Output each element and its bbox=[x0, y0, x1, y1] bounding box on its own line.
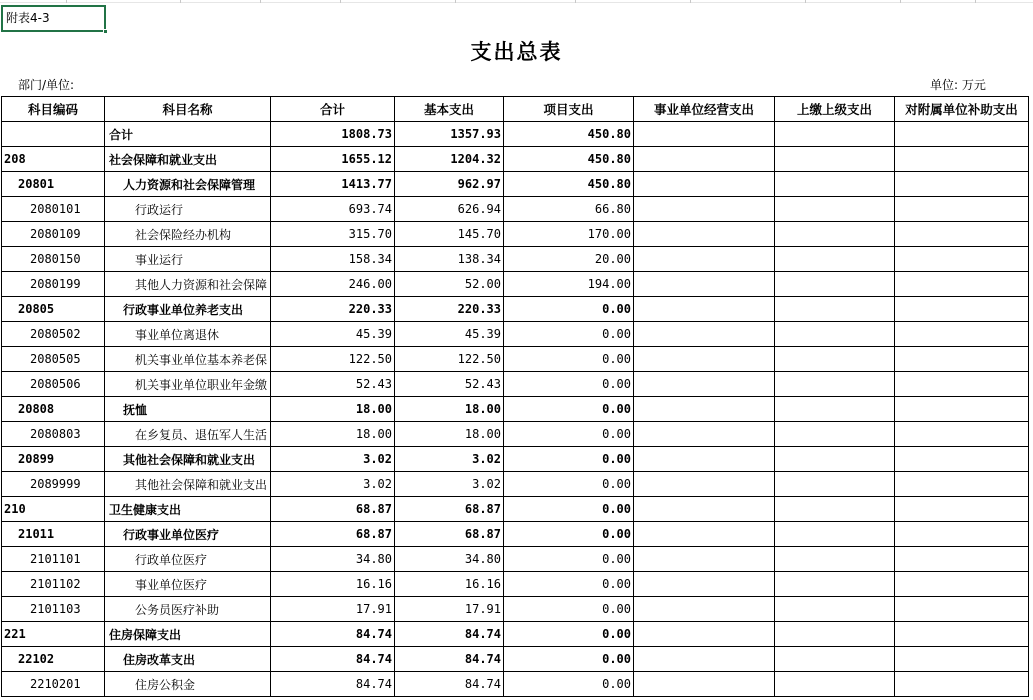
cell-remit-superior[interactable] bbox=[775, 647, 895, 672]
cell-basic-expenditure[interactable]: 3.02 bbox=[395, 447, 504, 472]
column-header-strip bbox=[0, 0, 1033, 3]
cell-project-expenditure[interactable]: 0.00 bbox=[504, 397, 634, 422]
cell-subject-name[interactable]: 其他社会保障和就业支出 bbox=[105, 472, 271, 497]
cell-remit-superior[interactable] bbox=[775, 372, 895, 397]
cell-project-expenditure[interactable]: 0.00 bbox=[504, 597, 634, 622]
cell-basic-expenditure[interactable]: 34.80 bbox=[395, 547, 504, 572]
cell-subject-code[interactable]: 221 bbox=[2, 622, 105, 647]
header-basic-expenditure[interactable]: 基本支出 bbox=[395, 97, 504, 122]
cell-subsidy-affiliates[interactable] bbox=[895, 572, 1029, 597]
cell-subject-code[interactable]: 20808 bbox=[2, 397, 105, 422]
cell-subsidy-affiliates[interactable] bbox=[895, 172, 1029, 197]
cell-project-expenditure[interactable]: 0.00 bbox=[504, 672, 634, 697]
cell-remit-superior[interactable] bbox=[775, 447, 895, 472]
cell-subject-name[interactable]: 事业运行 bbox=[105, 247, 271, 272]
cell-subject-code[interactable]: 2080803 bbox=[2, 422, 105, 447]
cell-total[interactable]: 315.70 bbox=[271, 222, 395, 247]
page-title: 支出总表 bbox=[470, 40, 563, 64]
cell-remit-superior[interactable] bbox=[775, 572, 895, 597]
cell-subject-code[interactable]: 208 bbox=[2, 147, 105, 172]
cell-subject-code[interactable]: 210 bbox=[2, 497, 105, 522]
cell-subsidy-affiliates[interactable] bbox=[895, 147, 1029, 172]
table-row bbox=[2, 272, 1029, 297]
cell-subject-name[interactable]: 住房保障支出 bbox=[105, 622, 271, 647]
cell-subject-name[interactable]: 在乡复员、退伍军人生活 bbox=[105, 422, 271, 447]
cell-business-expenditure[interactable] bbox=[634, 197, 775, 222]
cell-subject-name[interactable]: 其他社会保障和就业支出 bbox=[105, 447, 271, 472]
cell-project-expenditure[interactable]: 0.00 bbox=[504, 547, 634, 572]
cell-total[interactable]: 1655.12 bbox=[271, 147, 395, 172]
cell-subject-name[interactable]: 行政事业单位养老支出 bbox=[105, 297, 271, 322]
expenditure-table bbox=[1, 96, 1029, 697]
cell-project-expenditure[interactable]: 0.00 bbox=[504, 622, 634, 647]
cell-basic-expenditure[interactable]: 52.43 bbox=[395, 372, 504, 397]
cell-subsidy-affiliates[interactable] bbox=[895, 447, 1029, 472]
cell-subsidy-affiliates[interactable] bbox=[895, 297, 1029, 322]
cell-total[interactable]: 84.74 bbox=[271, 647, 395, 672]
cell-subject-code[interactable]: 20801 bbox=[2, 172, 105, 197]
cell-basic-expenditure[interactable]: 84.74 bbox=[395, 622, 504, 647]
cell-total[interactable]: 45.39 bbox=[271, 322, 395, 347]
cell-remit-superior[interactable] bbox=[775, 247, 895, 272]
cell-remit-superior[interactable] bbox=[775, 147, 895, 172]
table-row bbox=[2, 522, 1029, 547]
cell-project-expenditure[interactable]: 0.00 bbox=[504, 447, 634, 472]
cell-basic-expenditure[interactable]: 3.02 bbox=[395, 472, 504, 497]
table-row bbox=[2, 672, 1029, 697]
cell-basic-expenditure[interactable]: 18.00 bbox=[395, 422, 504, 447]
cell-subject-code[interactable]: 2080101 bbox=[2, 197, 105, 222]
table-row bbox=[2, 622, 1029, 647]
cell-total[interactable]: 220.33 bbox=[271, 297, 395, 322]
header-row bbox=[2, 97, 1029, 122]
cell-subsidy-affiliates[interactable] bbox=[895, 597, 1029, 622]
cell-subject-name[interactable]: 机关事业单位职业年金缴 bbox=[105, 372, 271, 397]
cell-basic-expenditure[interactable]: 84.74 bbox=[395, 672, 504, 697]
cell-subsidy-affiliates[interactable] bbox=[895, 472, 1029, 497]
cell-remit-superior[interactable] bbox=[775, 397, 895, 422]
cell-basic-expenditure[interactable]: 17.91 bbox=[395, 597, 504, 622]
cell-subsidy-affiliates[interactable] bbox=[895, 397, 1029, 422]
cell-subject-name[interactable]: 事业单位医疗 bbox=[105, 572, 271, 597]
cell-basic-expenditure[interactable]: 962.97 bbox=[395, 172, 504, 197]
cell-business-expenditure[interactable] bbox=[634, 272, 775, 297]
cell-basic-expenditure[interactable]: 145.70 bbox=[395, 222, 504, 247]
cell-basic-expenditure[interactable]: 626.94 bbox=[395, 197, 504, 222]
cell-remit-superior[interactable] bbox=[775, 472, 895, 497]
table-row bbox=[2, 597, 1029, 622]
cell-subject-name[interactable]: 机关事业单位基本养老保 bbox=[105, 347, 271, 372]
cell-project-expenditure[interactable]: 0.00 bbox=[504, 497, 634, 522]
cell-business-expenditure[interactable] bbox=[634, 572, 775, 597]
cell-business-expenditure[interactable] bbox=[634, 422, 775, 447]
cell-project-expenditure[interactable]: 450.80 bbox=[504, 172, 634, 197]
cell-subject-name[interactable]: 抚恤 bbox=[105, 397, 271, 422]
cell-subject-code[interactable]: 22102 bbox=[2, 647, 105, 672]
cell-subject-code[interactable]: 2080109 bbox=[2, 222, 105, 247]
cell-remit-superior[interactable] bbox=[775, 197, 895, 222]
cell-subsidy-affiliates[interactable] bbox=[895, 647, 1029, 672]
table-row bbox=[2, 197, 1029, 222]
cell-subsidy-affiliates[interactable] bbox=[895, 222, 1029, 247]
cell-business-expenditure[interactable] bbox=[634, 672, 775, 697]
table-row bbox=[2, 247, 1029, 272]
cell-project-expenditure[interactable]: 0.00 bbox=[504, 472, 634, 497]
cell-subject-code[interactable]: 2080502 bbox=[2, 322, 105, 347]
cell-a1-text: 附表4-3 bbox=[6, 11, 50, 25]
cell-subject-name[interactable]: 卫生健康支出 bbox=[105, 497, 271, 522]
table-row bbox=[2, 347, 1029, 372]
table-row bbox=[2, 422, 1029, 447]
table-row bbox=[2, 572, 1029, 597]
cell-project-expenditure[interactable]: 0.00 bbox=[504, 322, 634, 347]
cell-basic-expenditure[interactable]: 84.74 bbox=[395, 647, 504, 672]
table-row bbox=[2, 122, 1029, 147]
cell-subsidy-affiliates[interactable] bbox=[895, 197, 1029, 222]
cell-subject-code[interactable]: 2101101 bbox=[2, 547, 105, 572]
cell-subject-code[interactable]: 2080150 bbox=[2, 247, 105, 272]
cell-subsidy-affiliates[interactable] bbox=[895, 522, 1029, 547]
cell-project-expenditure[interactable]: 0.00 bbox=[504, 647, 634, 672]
header-business-expenditure[interactable]: 事业单位经营支出 bbox=[634, 97, 775, 122]
cell-total[interactable]: 17.91 bbox=[271, 597, 395, 622]
cell-subsidy-affiliates[interactable] bbox=[895, 547, 1029, 572]
cell-subject-code[interactable]: 2210201 bbox=[2, 672, 105, 697]
cell-subject-code[interactable]: 2089999 bbox=[2, 472, 105, 497]
cell-subsidy-affiliates[interactable] bbox=[895, 247, 1029, 272]
cell-subject-code[interactable]: 2101102 bbox=[2, 572, 105, 597]
cell-business-expenditure[interactable] bbox=[634, 547, 775, 572]
cell-subject-name[interactable]: 住房公积金 bbox=[105, 672, 271, 697]
header-subject-name[interactable]: 科目名称 bbox=[105, 97, 271, 122]
cell-basic-expenditure[interactable]: 122.50 bbox=[395, 347, 504, 372]
cell-remit-superior[interactable] bbox=[775, 347, 895, 372]
cell-project-expenditure[interactable]: 0.00 bbox=[504, 572, 634, 597]
cell-subsidy-affiliates[interactable] bbox=[895, 272, 1029, 297]
cell-business-expenditure[interactable] bbox=[634, 647, 775, 672]
department-label: 部门/单位: bbox=[18, 78, 75, 92]
cell-basic-expenditure[interactable]: 1357.93 bbox=[395, 122, 504, 147]
cell-total[interactable]: 693.74 bbox=[271, 197, 395, 222]
cell-project-expenditure[interactable]: 0.00 bbox=[504, 347, 634, 372]
cell-remit-superior[interactable] bbox=[775, 597, 895, 622]
selected-cell-a1[interactable] bbox=[1, 5, 106, 32]
cell-business-expenditure[interactable] bbox=[634, 497, 775, 522]
cell-subsidy-affiliates[interactable] bbox=[895, 372, 1029, 397]
table-row bbox=[2, 472, 1029, 497]
cell-remit-superior[interactable] bbox=[775, 672, 895, 697]
cell-subsidy-affiliates[interactable] bbox=[895, 497, 1029, 522]
table-row bbox=[2, 222, 1029, 247]
table-row bbox=[2, 497, 1029, 522]
cell-business-expenditure[interactable] bbox=[634, 372, 775, 397]
table-row bbox=[2, 322, 1029, 347]
cell-basic-expenditure[interactable]: 18.00 bbox=[395, 397, 504, 422]
header-remit-superior[interactable]: 上缴上级支出 bbox=[775, 97, 895, 122]
cell-remit-superior[interactable] bbox=[775, 222, 895, 247]
cell-business-expenditure[interactable] bbox=[634, 447, 775, 472]
cell-subject-name[interactable]: 其他人力资源和社会保障 bbox=[105, 272, 271, 297]
cell-project-expenditure[interactable]: 450.80 bbox=[504, 122, 634, 147]
cell-project-expenditure[interactable]: 20.00 bbox=[504, 247, 634, 272]
table-row bbox=[2, 447, 1029, 472]
cell-project-expenditure[interactable]: 450.80 bbox=[504, 147, 634, 172]
cell-basic-expenditure[interactable]: 1204.32 bbox=[395, 147, 504, 172]
cell-basic-expenditure[interactable]: 68.87 bbox=[395, 522, 504, 547]
cell-business-expenditure[interactable] bbox=[634, 297, 775, 322]
cell-business-expenditure[interactable] bbox=[634, 247, 775, 272]
table-row bbox=[2, 547, 1029, 572]
cell-total[interactable]: 18.00 bbox=[271, 397, 395, 422]
cell-project-expenditure[interactable]: 0.00 bbox=[504, 297, 634, 322]
cell-subsidy-affiliates[interactable] bbox=[895, 122, 1029, 147]
cell-total[interactable]: 122.50 bbox=[271, 347, 395, 372]
cell-business-expenditure[interactable] bbox=[634, 347, 775, 372]
cell-subject-code[interactable]: 20899 bbox=[2, 447, 105, 472]
cell-total[interactable]: 68.87 bbox=[271, 522, 395, 547]
cell-business-expenditure[interactable] bbox=[634, 597, 775, 622]
cell-remit-superior[interactable] bbox=[775, 122, 895, 147]
cell-subsidy-affiliates[interactable] bbox=[895, 347, 1029, 372]
cell-total[interactable]: 84.74 bbox=[271, 672, 395, 697]
cell-total[interactable]: 18.00 bbox=[271, 422, 395, 447]
table-row bbox=[2, 172, 1029, 197]
unit-label: 单位: 万元 bbox=[930, 78, 986, 92]
cell-remit-superior[interactable] bbox=[775, 522, 895, 547]
cell-remit-superior[interactable] bbox=[775, 297, 895, 322]
cell-subject-code[interactable]: 21011 bbox=[2, 522, 105, 547]
cell-business-expenditure[interactable] bbox=[634, 397, 775, 422]
cell-subject-name[interactable]: 行政事业单位医疗 bbox=[105, 522, 271, 547]
cell-project-expenditure[interactable]: 66.80 bbox=[504, 197, 634, 222]
cell-basic-expenditure[interactable]: 45.39 bbox=[395, 322, 504, 347]
cell-subject-name[interactable]: 行政单位医疗 bbox=[105, 547, 271, 572]
table-row bbox=[2, 147, 1029, 172]
cell-subject-code[interactable]: 2101103 bbox=[2, 597, 105, 622]
cell-subject-name[interactable]: 公务员医疗补助 bbox=[105, 597, 271, 622]
cell-business-expenditure[interactable] bbox=[634, 147, 775, 172]
cell-total[interactable]: 16.16 bbox=[271, 572, 395, 597]
header-project-expenditure[interactable]: 项目支出 bbox=[504, 97, 634, 122]
cell-subject-code[interactable]: 2080505 bbox=[2, 347, 105, 372]
cell-remit-superior[interactable] bbox=[775, 547, 895, 572]
cell-business-expenditure[interactable] bbox=[634, 122, 775, 147]
cell-project-expenditure[interactable]: 0.00 bbox=[504, 422, 634, 447]
cell-total[interactable]: 246.00 bbox=[271, 272, 395, 297]
cell-total[interactable]: 84.74 bbox=[271, 622, 395, 647]
cell-total[interactable]: 3.02 bbox=[271, 472, 395, 497]
header-total[interactable]: 合计 bbox=[271, 97, 395, 122]
cell-project-expenditure[interactable]: 170.00 bbox=[504, 222, 634, 247]
cell-remit-superior[interactable] bbox=[775, 322, 895, 347]
cell-subsidy-affiliates[interactable] bbox=[895, 322, 1029, 347]
cell-total[interactable]: 1808.73 bbox=[271, 122, 395, 147]
cell-total[interactable]: 1413.77 bbox=[271, 172, 395, 197]
cell-remit-superior[interactable] bbox=[775, 272, 895, 297]
cell-project-expenditure[interactable]: 194.00 bbox=[504, 272, 634, 297]
cell-subject-code[interactable]: 20805 bbox=[2, 297, 105, 322]
cell-subsidy-affiliates[interactable] bbox=[895, 672, 1029, 697]
table-row bbox=[2, 397, 1029, 422]
cell-subject-code[interactable]: 2080199 bbox=[2, 272, 105, 297]
cell-total[interactable]: 34.80 bbox=[271, 547, 395, 572]
cell-subject-name[interactable]: 住房改革支出 bbox=[105, 647, 271, 672]
cell-business-expenditure[interactable] bbox=[634, 622, 775, 647]
cell-basic-expenditure[interactable]: 16.16 bbox=[395, 572, 504, 597]
table-row bbox=[2, 372, 1029, 397]
header-subject-code[interactable]: 科目编码 bbox=[2, 97, 105, 122]
cell-subject-name[interactable]: 事业单位离退休 bbox=[105, 322, 271, 347]
cell-remit-superior[interactable] bbox=[775, 622, 895, 647]
cell-subsidy-affiliates[interactable] bbox=[895, 622, 1029, 647]
cell-total[interactable]: 3.02 bbox=[271, 447, 395, 472]
cell-business-expenditure[interactable] bbox=[634, 172, 775, 197]
cell-subject-name[interactable]: 社会保障和就业支出 bbox=[105, 147, 271, 172]
cell-subject-name[interactable]: 社会保险经办机构 bbox=[105, 222, 271, 247]
fill-handle[interactable] bbox=[103, 29, 108, 34]
cell-business-expenditure[interactable] bbox=[634, 322, 775, 347]
cell-total[interactable]: 52.43 bbox=[271, 372, 395, 397]
table-row bbox=[2, 647, 1029, 672]
header-subsidy-affiliates[interactable]: 对附属单位补助支出 bbox=[895, 97, 1029, 122]
cell-remit-superior[interactable] bbox=[775, 422, 895, 447]
cell-basic-expenditure[interactable]: 52.00 bbox=[395, 272, 504, 297]
cell-basic-expenditure[interactable]: 138.34 bbox=[395, 247, 504, 272]
cell-project-expenditure[interactable]: 0.00 bbox=[504, 372, 634, 397]
cell-business-expenditure[interactable] bbox=[634, 472, 775, 497]
cell-subject-name[interactable]: 人力资源和社会保障管理 bbox=[105, 172, 271, 197]
cell-subject-name[interactable]: 行政运行 bbox=[105, 197, 271, 222]
cell-subject-code[interactable] bbox=[2, 122, 105, 147]
cell-total[interactable]: 158.34 bbox=[271, 247, 395, 272]
cell-basic-expenditure[interactable]: 220.33 bbox=[395, 297, 504, 322]
table-row bbox=[2, 297, 1029, 322]
cell-subject-code[interactable]: 2080506 bbox=[2, 372, 105, 397]
cell-business-expenditure[interactable] bbox=[634, 522, 775, 547]
cell-total[interactable]: 68.87 bbox=[271, 497, 395, 522]
cell-basic-expenditure[interactable]: 68.87 bbox=[395, 497, 504, 522]
cell-business-expenditure[interactable] bbox=[634, 222, 775, 247]
cell-subsidy-affiliates[interactable] bbox=[895, 422, 1029, 447]
cell-subject-name[interactable]: 合计 bbox=[105, 122, 271, 147]
cell-project-expenditure[interactable]: 0.00 bbox=[504, 522, 634, 547]
cell-remit-superior[interactable] bbox=[775, 172, 895, 197]
cell-remit-superior[interactable] bbox=[775, 497, 895, 522]
